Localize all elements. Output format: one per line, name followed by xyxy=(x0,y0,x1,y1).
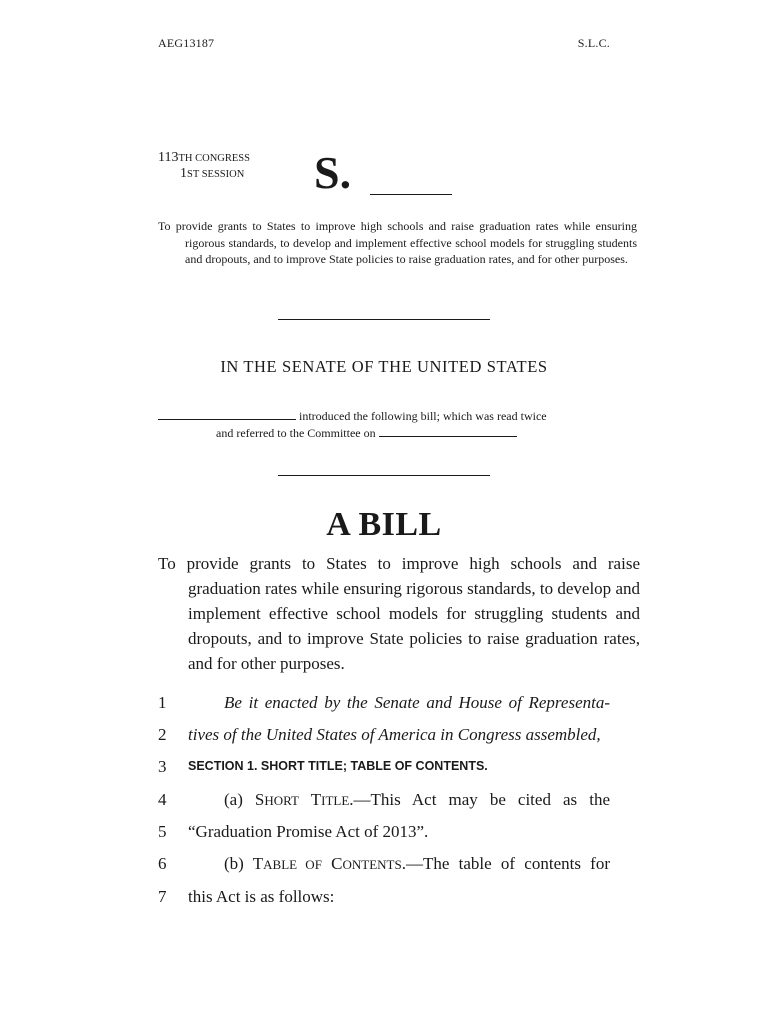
line-text: this Act is as follows: xyxy=(188,887,335,906)
line-number: 5 xyxy=(158,822,167,841)
subsection-smallcaps-2: ITLE xyxy=(321,793,350,808)
session-ordinal: ST xyxy=(187,169,200,180)
line-text: tives of the United States of America in Congress assembled, xyxy=(188,725,601,744)
bill-line xyxy=(158,690,610,715)
bill-line xyxy=(158,754,610,779)
section-heading: SECTION 1. SHORT TITLE; TABLE OF CONTENTS. xyxy=(188,759,488,773)
bill-title: A BILL xyxy=(326,506,442,543)
subsection-smallcaps-2: ONTENTS xyxy=(342,857,402,872)
long-purpose: To provide grants to States to improve high schools and raise graduation rates while ensuring rigorous standards, to develop and implement effective school models for struggling students and dropouts, and to improve State policies to raise graduation rates, and for other purposes. xyxy=(158,554,640,673)
divider-bottom xyxy=(278,475,490,476)
line-number: 4 xyxy=(158,790,167,809)
line-text: Be it enacted by the Senate and House of Representa- xyxy=(224,693,610,712)
sponsor-blank xyxy=(158,418,296,420)
subsection-smallcaps: ABLE OF xyxy=(263,857,322,872)
congress-label xyxy=(158,150,250,167)
introduction-text xyxy=(158,408,610,442)
congress-word: CONGRESS xyxy=(192,153,250,164)
bill-line xyxy=(158,884,610,909)
office-code: S.L.C. xyxy=(577,36,610,50)
divider-top xyxy=(278,319,490,320)
chamber-heading: IN THE SENATE OF THE UNITED STATES xyxy=(220,357,548,376)
committee-blank xyxy=(379,435,517,437)
congress-number: 113 xyxy=(158,150,179,165)
line-number: 2 xyxy=(158,725,167,744)
line-number: 6 xyxy=(158,854,167,873)
intro-line-1: introduced the following bill; which was read twice xyxy=(296,409,547,423)
bill-line xyxy=(158,819,610,844)
session-label xyxy=(180,166,244,183)
bill-prefix: S. xyxy=(314,147,352,198)
session-word: SESSION xyxy=(199,169,245,180)
subsection-text: .—This Act may be cited as the xyxy=(349,790,610,809)
bill-number-blank xyxy=(370,194,452,195)
subsection-text: .—The table of contents for xyxy=(401,854,611,873)
line-number: 1 xyxy=(158,693,167,712)
subsection-label-cont: T xyxy=(299,790,322,809)
line-text xyxy=(188,851,610,877)
short-purpose: To provide grants to States to improve high schools and raise graduation rates while ensuring rigorous standards, to develop and implement effective school models for struggling students and dropouts, and to improve State policies to raise graduation rates, and for other purposes. xyxy=(158,219,637,266)
session-number: 1 xyxy=(180,166,187,181)
intro-line-2: and referred to the Committee on xyxy=(216,426,379,440)
subsection-label: (a) S xyxy=(224,790,265,809)
congress-ordinal: TH xyxy=(178,153,193,164)
line-number: 3 xyxy=(158,757,167,776)
subsection-label-cont: C xyxy=(321,854,343,873)
line-text: “Graduation Promise Act of 2013”. xyxy=(188,822,429,841)
bill-line xyxy=(158,722,610,747)
bill-line xyxy=(158,851,610,876)
subsection-label: (b) T xyxy=(224,854,264,873)
line-text xyxy=(188,787,610,813)
document-id: AEG13187 xyxy=(158,36,215,50)
bill-line xyxy=(158,787,610,812)
subsection-smallcaps: HORT xyxy=(264,793,299,808)
line-number: 7 xyxy=(158,887,167,906)
